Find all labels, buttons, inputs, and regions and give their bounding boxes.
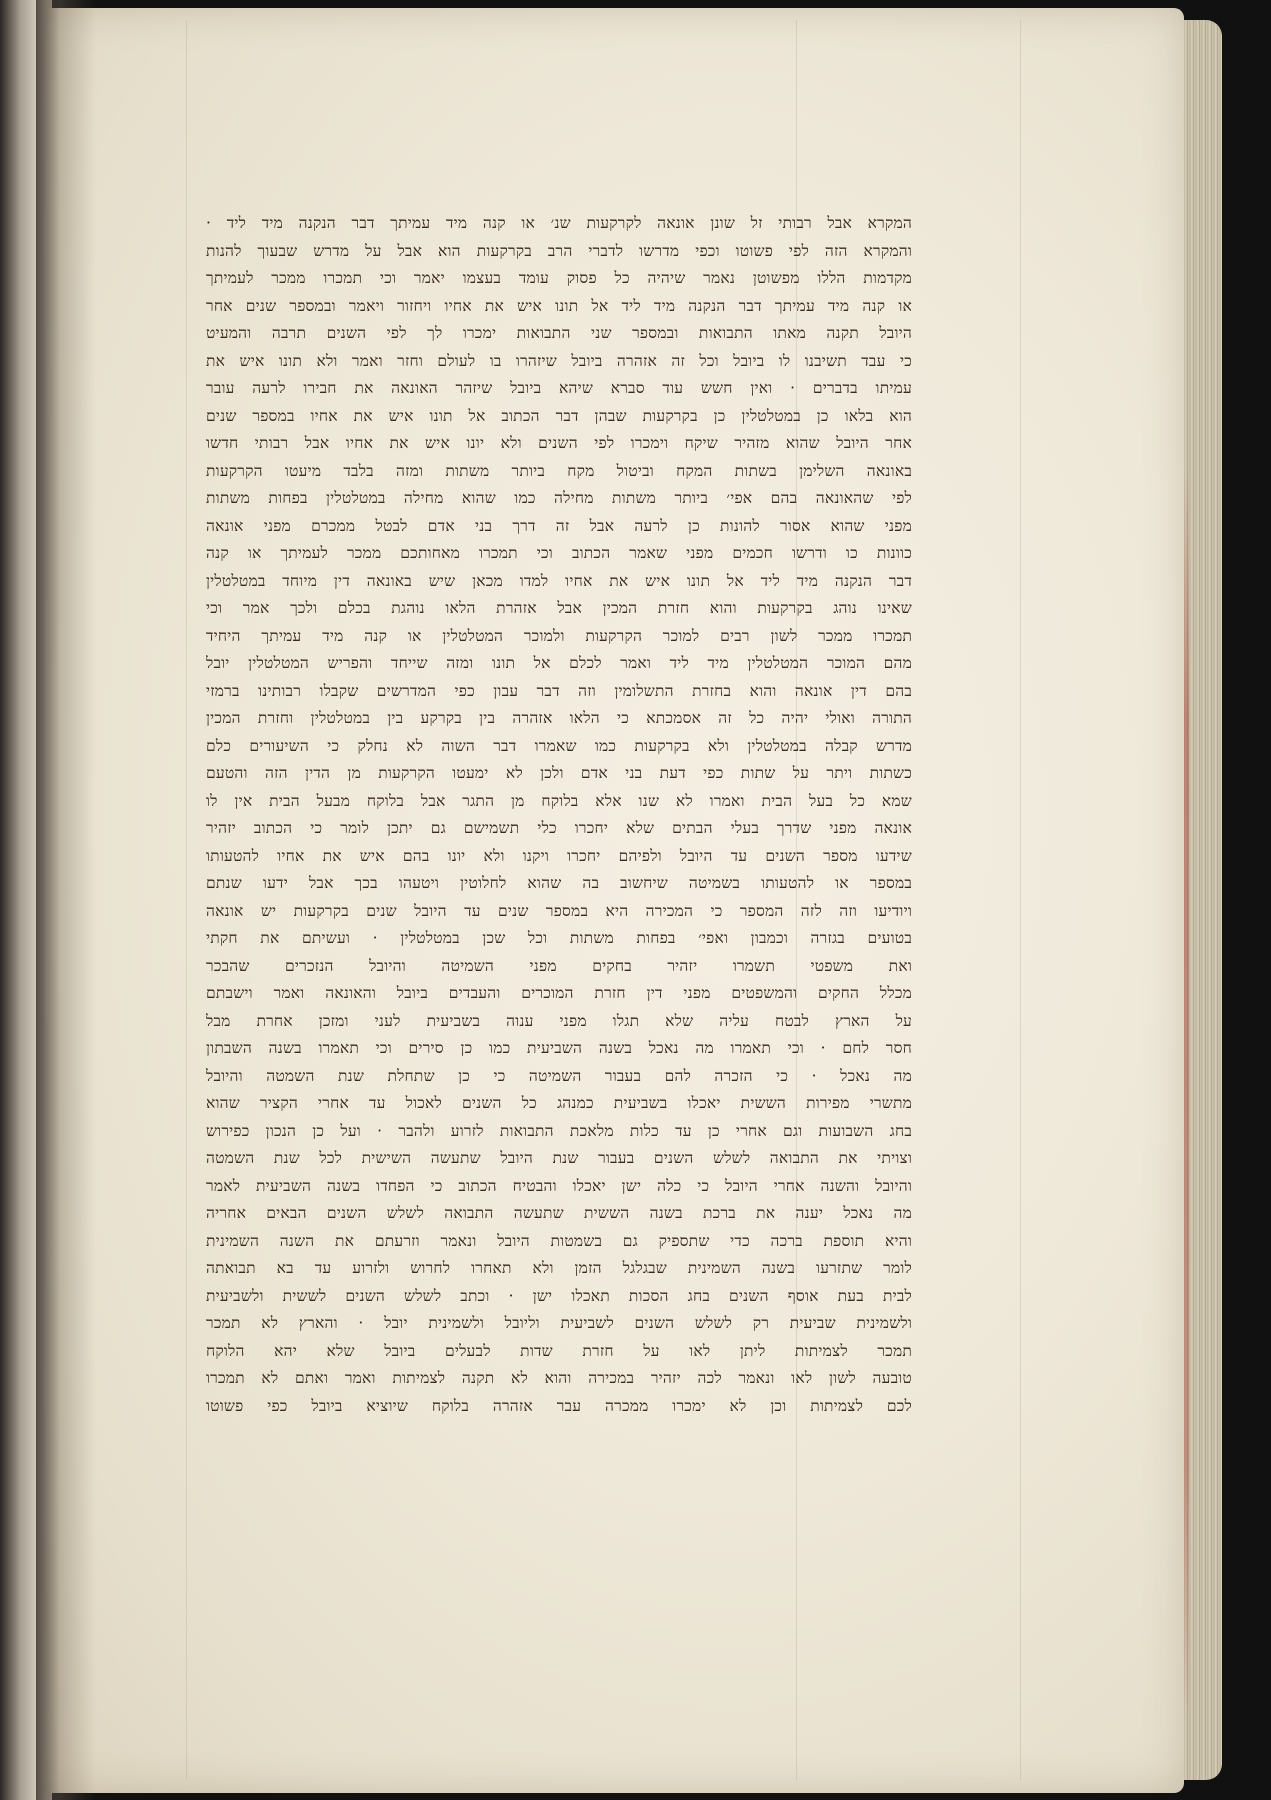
manuscript-line: על הארץ לבטח עליה שלא תגלו מפני ענוה בשביעית לעני ומזכן אחרת מבל — [206, 1011, 912, 1030]
manuscript-line: כי עבד תשיבנו לו ביובל וכל זה אזהרה ביובל שיזהרו בו לעולם וחזר ואמר ולא תונו איש את — [206, 351, 912, 370]
manuscript-line: לפי שהאונאה בהם אפי׳ ביותר משתות מחילה כמו שהוא מחילה במטלטלין בפחות משתות — [206, 489, 912, 507]
manuscript-line: דבר הנקנה מיד ליד אל תונו איש את אחיו למדו מכאן שיש באונאה דין מיוחד במטלטלין — [206, 571, 912, 590]
manuscript-line: ואת משפטי תשמרו יזהיר בחקים מפני השמיטה והיובל הנזכרים שהבכר — [206, 956, 912, 975]
manuscript-line: מפני שהוא אסור להונות כן לרעה אבל זה דרך בני אדם לבטל ממכרם מפני אונאה — [206, 516, 912, 535]
manuscript-line: תמכרו ממכר לשון רבים למוכר הקרקעות ולמוכר המטלטלין או קנה מיד עמיתך היחיד — [206, 626, 912, 645]
manuscript-line: והיא תוספת ברכה כדי שתספיק גם בשמטות היובל ונאמר וזרעתם את השנה השמינית — [206, 1231, 912, 1250]
manuscript-line: המקרא אבל רבותי זל שונן אונאה לקרקעות שנ׳ או קנה מיד עמיתך דבר הנקנה מיד ליד · — [206, 214, 912, 232]
manuscript-line: ויודיעו וזה לזה המספר כי המכירה היא במספר שנים עד היובל שנים בקרקעות יש אונאה — [206, 901, 912, 920]
manuscript-line: מה נאכל · כי הזכרה להם בעבור השמיטה כי כן שתחלת שנת השמטה והיובל — [206, 1066, 912, 1085]
manuscript-line: אונאה מפני שדרך בעלי הבתים שלא יחכרו כלי תשמישם גם יתכן לומר כי הכתוב יזהיר — [206, 819, 912, 837]
manuscript-line: אחר היובל שהוא מזהיר שיקח וימכרו לפי השנים ולא יונו איש את אחיו אבל רבותי חדשו — [206, 434, 912, 452]
manuscript-line: בטועים בגזרה וכמבון ואפי׳ בפחות משתות וכל שכן במטלטלין · ועשיתם את חקתי — [206, 929, 912, 947]
manuscript-line: תמכר לצמיתות ליתן לאו על חזרת שדות לבעלים ביובל שלא יהא הלוקח — [206, 1341, 912, 1360]
manuscript-line: בחג השבועות וגם אחרי כן עד כלות מלאכת התבואות לזרוע ולהבר · ועל כן הנכון כפירוש — [206, 1121, 912, 1140]
ruling-line-outer — [1020, 20, 1021, 1780]
manuscript-line: בהם דין אונאה והוא בחזרת התשלומין וזה דבר עבון כפי המדרשים שקבלו רבותינו ברמזי — [206, 681, 912, 700]
manuscript-line: ולשמינית שביעית רק לשלש השנים לשביעית וליובל ולשמינית יובל · והארץ לא תמכר — [206, 1314, 912, 1332]
manuscript-line: עמיתו בדברים · ואין חשש עוד סברא שיהא ביובל שיזהר האונאה את חבירו לרעה עובר — [206, 379, 912, 397]
manuscript-line: לבית בעת אוסף השנים בחג הסכות תאכלו ישן · וכתב לשלש השנים לששית ולשביעית — [206, 1286, 912, 1305]
manuscript-line: התורה ואולי יהיה כל זה אסמכתא כי הלאו אזהרה בין בקרקע בין במטלטלין וחזרת המכין — [206, 709, 912, 727]
text-column — [206, 210, 912, 1420]
manuscript-line: שידעו מספר השנים עד היובל ולפיהם יחכרו ויקנו ולא יונו בהם איש את אחיו להטעותו — [206, 846, 912, 865]
manuscript-line: מדרש קבלה במטלטלין ולא בקרקעות כמו שאמרו דבר השוה לא נחלק כי השיעורים כלם — [206, 736, 912, 755]
manuscript-line: או קנה מיד עמיתך דבר הנקנה מיד ליד אל תונו איש את אחיו ויחזור ויאמר ובמספר שנים אחר — [206, 296, 912, 315]
manuscript-line: במספר או להטעותו בשמיטה שיחשוב בה שהוא לחלוטין ויטעהו בכך אבל ידעו שנתם — [206, 874, 912, 892]
manuscript-line: כשתות ויתר על שתות כפי דעת בני אדם ולכן לא ימעטו הקרקעות מן הדין הזה והטעם — [206, 764, 912, 782]
gutter-shadow — [36, 0, 96, 1800]
manuscript-line: מתשרי מפירות הששית יאכלו בשביעית כמנהג כל השנים לאכול עד אחרי הקציר שהוא — [206, 1094, 912, 1112]
manuscript-line: והמקרא הזה לפי פשוטו וכפי מדרשו לדברי הרב בקרקעות הוא אבל על מדרש שבעוך להנות — [206, 241, 912, 260]
manuscript-line: לומר שתזרעו בשנה השמינית שבגלגל הזמן ולא תאחרו לחרוש ולזרוע עד בא תבואתה — [206, 1259, 912, 1277]
manuscript-line: הוא בלאו כן במטלטלין כן בקרקעות שבהן דבר הכתוב אל תונו איש את אחיו במספר שנים — [206, 406, 912, 425]
manuscript-line: חסר לחם · וכי תאמרו מה נאכל בשנה השביעית כמו כן סירים וכי תאמרו בשנה השבתון — [206, 1039, 912, 1057]
manuscript-line: וצויתי את התבואה לשלש השנים בעבור שנת היובל שתעשה השישית לכל שנת השמטה — [206, 1149, 912, 1167]
manuscript-line: מה נאכל יענה את ברכת בשנה הששית שתעשה התבואה לשלש השנים הבאים אחריה — [206, 1204, 912, 1222]
page-edge-stain — [1184, 470, 1189, 1720]
manuscript-line: כוונות כו ודרשו חכמים מפני שאמר הכתוב וכי תמכרו מאחותכם ממכר לעמיתך או קנה — [206, 544, 912, 562]
ruling-line-left — [186, 20, 187, 1780]
manuscript-line: שמא כל בעל הבית ואמרו לא שנו אלא בלוקח מן התגר אבל בלוקח מבעל הבית אין לו — [206, 791, 912, 810]
manuscript-line: שאינו נוהג בקרקעות והוא חזרת המכין אבל אזהרת הלאו נוהגת בכלם ולכך אמר וכי — [206, 599, 912, 617]
manuscript-line: מכלל החקים והמשפטים מפני דין חזרת המוכרים והעבדים ביובל והאונאה ואמר וישבתם — [206, 984, 912, 1002]
manuscript-line: לכם לצמיתות וכן לא ימכרו ממכרה עבר אזהרה בלוקח שיוציא ביובל כפי פשוטו — [206, 1396, 912, 1415]
manuscript-line: והיובל והשנה אחרי היובל כי כלה ישן יאכלו והבטיח הכתוב כי הפחדו בשנה השביעית לאמר — [206, 1176, 912, 1195]
manuscript-line: מקדמות הללו מפשוטן נאמר שיהיה כל פסוק עומד בעצמו יאמר וכי תמכרו ממכר לעמיתך — [206, 269, 912, 287]
manuscript-line: באונאה השלימן בשתות המקח וביטול מקח ביותר משתות ומזה בלבד מיעטו הקרקעות — [206, 461, 912, 480]
manuscript-line: היובל תקנה מאתו התבואות ובמספר שני התבואות ימכרו לך לפי השנים תרבה והמעיט — [206, 324, 912, 342]
manuscript-line: טובעה לשון לאו ונאמר לכה יזהיר במכירה והוא לא תקנה לצמיתות ואמר ואתם לא תמכרו — [206, 1369, 912, 1387]
manuscript-line: מהם המוכר המטלטלין מיד ליד ואמר לכלם אל תונו ומזה שייחד והפריש המטלטלין יובל — [206, 654, 912, 672]
